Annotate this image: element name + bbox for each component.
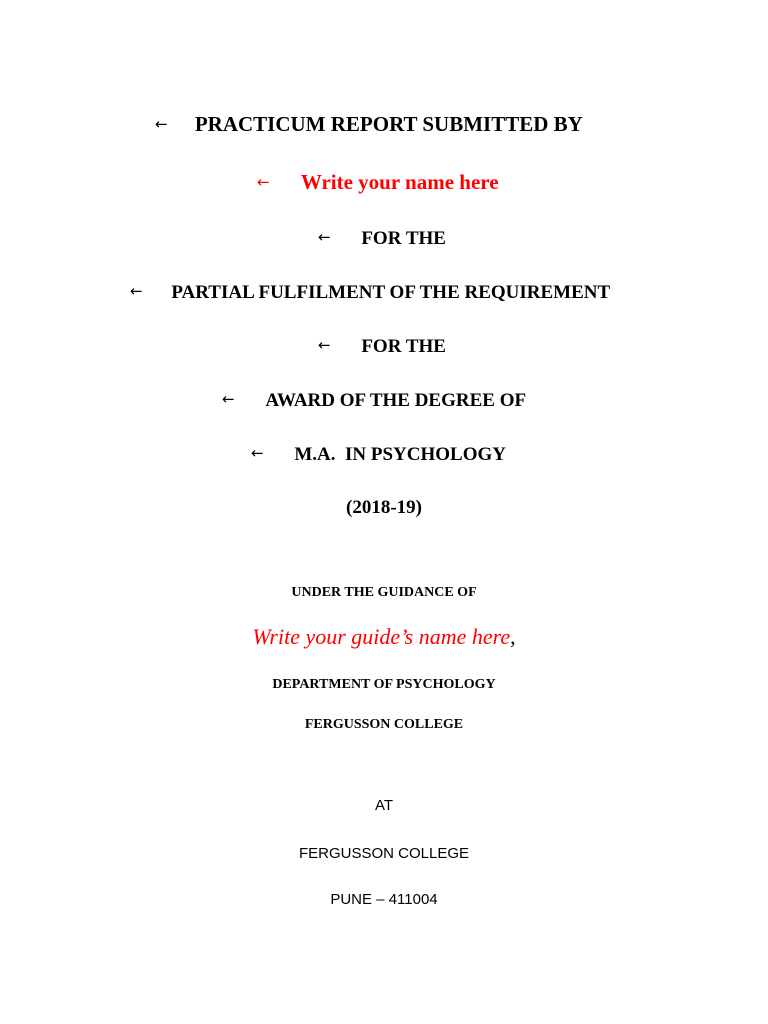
for-the-line-2 [318, 336, 446, 358]
arrow-left-icon: ← [318, 228, 331, 246]
arrow-left-icon: ← [155, 115, 168, 133]
college-name: FERGUSSON COLLEGE [304, 717, 464, 732]
guide-name-placeholder[interactable]: Write your guide’s name here [252, 624, 511, 649]
for-the-text: FOR THE [361, 336, 446, 357]
degree-line [251, 444, 506, 466]
guide-name-comma: , [510, 624, 516, 649]
name-placeholder-line[interactable] [257, 170, 499, 195]
location-college: FERGUSSON COLLEGE [298, 845, 470, 862]
title-line-submitted-by [155, 112, 583, 137]
partial-fulfilment-text: PARTIAL FULFILMENT OF THE REQUIREMENT [171, 282, 611, 303]
name-placeholder[interactable]: Write your name here [300, 170, 499, 194]
guide-name-line[interactable] [0, 624, 768, 650]
arrow-left-icon: ← [130, 282, 143, 300]
department-name: DEPARTMENT OF PSYCHOLOGY [272, 677, 496, 692]
for-the-line-1 [318, 228, 446, 250]
academic-year: (2018-19) [346, 497, 422, 518]
arrow-left-icon: ← [257, 173, 270, 191]
arrow-left-icon: ← [318, 336, 331, 354]
guidance-heading: UNDER THE GUIDANCE OF [291, 585, 477, 600]
arrow-left-icon: ← [222, 390, 235, 408]
for-the-text: FOR THE [361, 228, 446, 249]
degree-text: M.A. IN PSYCHOLOGY [294, 444, 506, 465]
award-text: AWARD OF THE DEGREE OF [265, 390, 527, 411]
partial-fulfilment-line [130, 282, 610, 304]
at-label: AT [374, 797, 394, 814]
location-city: PUNE – 411004 [330, 891, 438, 908]
arrow-left-icon: ← [251, 444, 264, 462]
award-line [222, 390, 526, 412]
title-text: PRACTICUM REPORT SUBMITTED BY [194, 112, 583, 136]
